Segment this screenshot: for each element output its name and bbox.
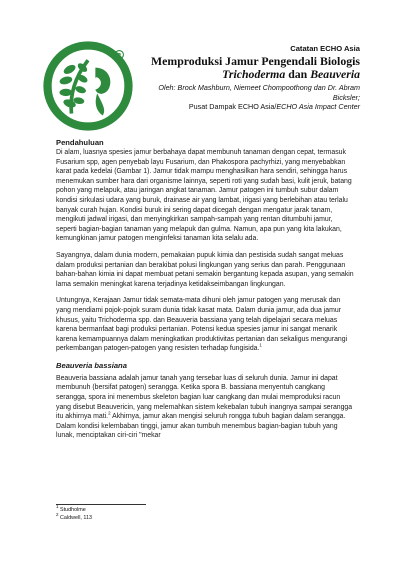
footnotes: [56, 504, 354, 522]
subtitle-genus-2: Beauveria: [310, 67, 360, 81]
authors-line-2: Bicksler;: [332, 92, 360, 102]
affiliation-id: Pusat Dampak ECHO Asia/: [188, 102, 277, 111]
affiliation: [110, 102, 360, 112]
intro-paragraph-3-text: Untungnya, Kerajaan Jamur tidak semata-mata dihuni oleh jamur patogen yang merusak dan yang mendiami pojok-pojok suram dunia tidak kasat mata. Dalam dunia jamur, ada dua jamur khusus, yaitu Trichoderma spp. dan Beauveria bassiana yang telah dipelajari secara meluas karena bermanfaat bagi produksi pertanian. Potensi kedua spesies jamur ini sangat menarik karena kemampuannya dalam meningkatkan produktivitas pertanian dan sekaligus mengurangi perkembangan patogen-patogen yang resisten terhadap fungisida.: [56, 297, 348, 353]
footnote-divider: [56, 504, 146, 505]
section-heading-intro: Pendahuluan: [56, 138, 104, 147]
document-body: [56, 138, 354, 441]
footnote-number: 2: [56, 511, 59, 517]
affiliation-en: ECHO Asia Impact Center: [276, 102, 360, 111]
authors-line-1: Oleh: Brock Mashburn, Niemeet Chompoothong dan Dr. Abram: [158, 83, 360, 92]
subtitle-joiner: dan: [288, 67, 308, 81]
footnote-item: [56, 504, 354, 515]
page-title: Memproduksi Jamur Pengendali Biologis: [151, 54, 360, 68]
beauveria-paragraph-1-text: Beauveria bassiana adalah jamur tanah yang tersebar luas di seluruh dunia. Jamur ini dapat membunuh (bersifat patogen) serangga. Ketika spora B. bassiana menyentuh cangkang serangga, spora ini menembus skeleton bagian luar cangkang dan mulai memproduksi racun yang disebut Beauvericin, yang melemahkan sistem kekebalan tubuh inangnya sampai serangga itu akhirnya mati.: [56, 374, 353, 421]
footnote-ref-2[interactable]: 2: [108, 410, 111, 416]
page-subtitle: [110, 68, 360, 81]
footnote-text: Studholme: [60, 507, 86, 513]
intro-paragraph-2: Sayangnya, dalam dunia modern, pemakaian pupuk kimia dan pestisida sudah sangat meluas dalam produksi pertanian dan berakibat polusi lingkungan yang serius dan parah. Penggunaan bahan-bahan kimia ini dapat membuat petani semakin bergantung kepada asupan, yang semakin lama semakin meningkat karena terjadinya ketidakseimbangan lingkungan.: [56, 251, 354, 288]
footnote-ref-1[interactable]: 1: [259, 342, 262, 348]
document-header: [110, 44, 360, 112]
section-heading-beauveria: Beauveria bassiana: [56, 360, 127, 370]
beauveria-paragraph-1-cont: Akhirnya, jamur akan mengisi seluruh rongga tubuh bagian dalam serangga. Dalam kondisi kelembaban tinggi, jamur akan tumbuh menembus bagian-bagian tubuh yang lunak, menciptakan ciri-ciri "mekar: [56, 413, 346, 440]
svg-text:R: R: [117, 53, 122, 60]
footnote-item: [56, 511, 354, 523]
intro-paragraph-1: Di alam, luasnya spesies jamur berbahaya dapat membunuh tanaman dengan cepat, termasuk Fusarium spp, agen penyebab layu Fusarium, dan Phakospora pachyrhizi, yang menyebabkan karat pada kedelai (Gambar 1). Jamur tidak mampu menghasilkan hara sendiri, sehingga harus menemukan sumber hara dari organisme lainnya, seperti roti yang sudah basi, kulit jeruk, batang pohon yang melapuk, atau jaringan angkat tanaman. Jamur patogen ini tumbuh subur dalam kondisi sirkulasi udara yang buruk, drainase air yang lambat, irigasi yang berlebihan atau terlalu banyak curah hujan. Kondisi buruk ini sering dapat dicegah dengan mengatur jarak tanam, mengikuti jadwal irigasi, dan menyingkirkan sampah-sampah yang rentan ditumbuhi jamur, seperti bagian-bagian tanaman yang melapuk dan gulma. Namun, apa pun yang kita lakukan, kemungkinan jamur patogen menginfeksi tanaman kita selalu ada.: [56, 149, 352, 243]
footnote-text: Caldwell, 113: [60, 514, 92, 521]
subtitle-genus-1: Trichoderma: [222, 67, 286, 81]
footnote-number: 1: [56, 504, 59, 510]
intro-paragraph-3: [56, 296, 354, 354]
series-label: Catatan ECHO Asia: [290, 44, 360, 53]
beauveria-paragraph-1: [56, 374, 354, 441]
